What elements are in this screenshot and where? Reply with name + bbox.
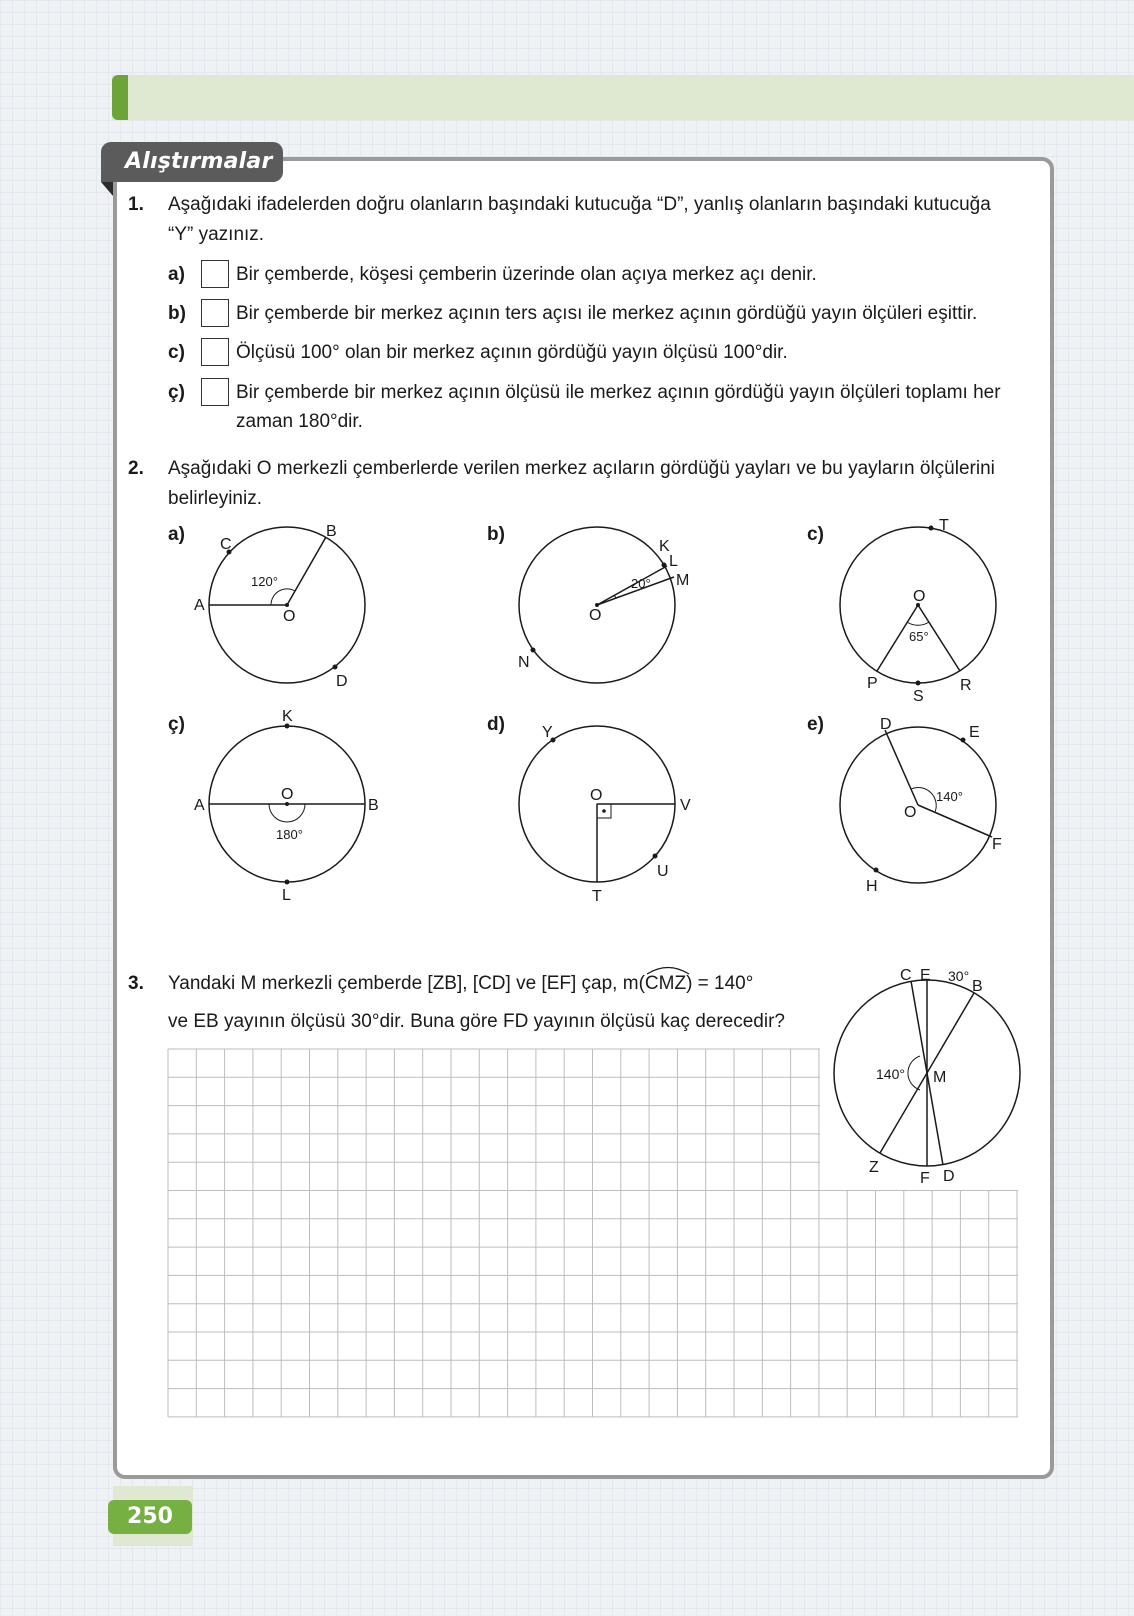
- fig-e-point-o: O: [904, 804, 917, 821]
- q1-prompt-line1: Aşağıdaki ifadelerden doğru olanların başındaki kutucuğa “D”, yanlış olanların başındaki kutucuğa: [168, 194, 991, 215]
- fig-a-point-o: O: [283, 608, 296, 625]
- fig-b-point-o: O: [589, 607, 602, 624]
- fig-a-point-b: B: [326, 523, 337, 540]
- fig-e-circle-diagram: [840, 716, 1002, 895]
- q3-angle-30: 30°: [948, 968, 970, 984]
- q3-arc-notation: [645, 969, 686, 999]
- fig-b-circle-diagram: [518, 527, 689, 683]
- fig-b-point-l: L: [669, 553, 678, 570]
- q1-item-b-label: b): [168, 303, 186, 324]
- fig-e-point-e: E: [969, 724, 980, 741]
- q3-point-z: Z: [869, 1159, 879, 1176]
- fig-a-point-d: D: [336, 673, 348, 690]
- q3-prompt-part2: ) = 140°: [686, 973, 754, 994]
- fig-b-point-m: M: [676, 572, 690, 589]
- fig-cc-point-k: K: [282, 708, 293, 725]
- q3-point-f: F: [920, 1170, 930, 1187]
- fig-a-label: a): [168, 524, 185, 545]
- fig-e-point-h: H: [866, 878, 878, 895]
- q3-arc-label: CMZ: [644, 973, 687, 994]
- fig-a-angle: 120°: [251, 574, 278, 589]
- fig-b-label: b): [487, 524, 505, 545]
- fig-d-point-u: U: [657, 863, 669, 880]
- q3-point-c: C: [900, 967, 912, 984]
- q3-prompt-line1: [168, 969, 753, 999]
- q3-circle-diagram: [820, 962, 1028, 1190]
- fig-d-point-t: T: [592, 888, 602, 905]
- fig-e-angle: 140°: [936, 789, 963, 804]
- q1-item-c-text: Ölçüsü 100° olan bir merkez açının gördüğü yayın ölçüsü 100°dir.: [236, 342, 788, 363]
- fig-cc-point-b: B: [368, 797, 379, 814]
- fig-a-point-c: C: [220, 536, 232, 553]
- fig-d-circle-diagram: [519, 724, 691, 905]
- fig-d-label: d): [487, 714, 505, 735]
- fig-d-point-y: Y: [542, 724, 553, 741]
- fig-cc-point-a: A: [194, 797, 205, 814]
- q3-point-e: E: [920, 967, 931, 984]
- fig-b-point-n: N: [518, 654, 530, 671]
- fig-c-circle-diagram: [840, 517, 996, 705]
- fig-cc-point-o: O: [281, 786, 294, 803]
- fig-cc-point-l: L: [282, 887, 291, 904]
- fig-e-point-d: D: [880, 716, 892, 733]
- fig-c-point-o: O: [913, 588, 926, 605]
- q1-prompt-line2: “Y” yazınız.: [168, 224, 265, 245]
- q1-item-cc-text2: zaman 180°dir.: [236, 411, 363, 432]
- fig-c-point-p: P: [867, 675, 878, 692]
- q3-arc-mark-icon: [645, 965, 691, 975]
- q1-number: 1.: [128, 194, 144, 215]
- fig-cc-label: ç): [168, 714, 185, 735]
- q3-prompt-line2: ve EB yayının ölçüsü 30°dir. Buna göre FD yayının ölçüsü kaç derecedir?: [168, 1011, 785, 1032]
- fig-cc-circle-diagram: [194, 708, 379, 904]
- page-number: 250: [108, 1500, 192, 1534]
- q2-number: 2.: [128, 458, 144, 479]
- fig-c-point-t: T: [939, 517, 949, 534]
- fig-b-point-k: K: [659, 538, 670, 555]
- q2-prompt-line2: belirleyiniz.: [168, 488, 262, 509]
- fig-cc-angle: 180°: [276, 827, 303, 842]
- q1-item-c-label: c): [168, 342, 185, 363]
- fig-c-point-r: R: [960, 677, 972, 694]
- q1-item-a-label: a): [168, 264, 185, 285]
- q1-item-cc-label: ç): [168, 382, 185, 403]
- q3-angle-140: 140°: [876, 1066, 905, 1082]
- q3-point-d: D: [943, 1168, 955, 1185]
- q3-point-m: M: [933, 1069, 947, 1086]
- fig-d-point-o: O: [590, 787, 603, 804]
- fig-c-angle: 65°: [909, 629, 929, 644]
- fig-b-angle: 20°: [631, 576, 651, 591]
- fig-a-circle-diagram: [194, 523, 365, 690]
- q3-prompt-part1: Yandaki M merkezli çemberde [ZB], [CD] ve [EF] çap, m(: [168, 973, 645, 994]
- q1-item-a-text: Bir çemberde, köşesi çemberin üzerinde olan açıya merkez açı denir.: [236, 264, 817, 285]
- q1-item-b-text: Bir çemberde bir merkez açının ters açısı ile merkez açının gördüğü yayın ölçüleri eşittir.: [236, 303, 978, 324]
- fig-e-label: e): [807, 714, 824, 735]
- fig-a-point-a: A: [194, 597, 205, 614]
- q1-item-cc-text: Bir çemberde bir merkez açının ölçüsü ile merkez açının gördüğü yayın ölçüleri toplamı her: [236, 382, 1001, 403]
- fig-c-point-s: S: [913, 688, 924, 705]
- q3-point-b: B: [972, 978, 983, 995]
- q2-prompt-line1: Aşağıdaki O merkezli çemberlerde verilen merkez açıların gördüğü yayları ve bu yayların ölçülerini: [168, 458, 995, 479]
- q3-number: 3.: [128, 973, 144, 994]
- fig-e-point-f: F: [992, 836, 1002, 853]
- fig-d-point-v: V: [680, 797, 691, 814]
- fig-c-label: c): [807, 524, 824, 545]
- section-title: Alıştırmalar: [101, 142, 283, 182]
